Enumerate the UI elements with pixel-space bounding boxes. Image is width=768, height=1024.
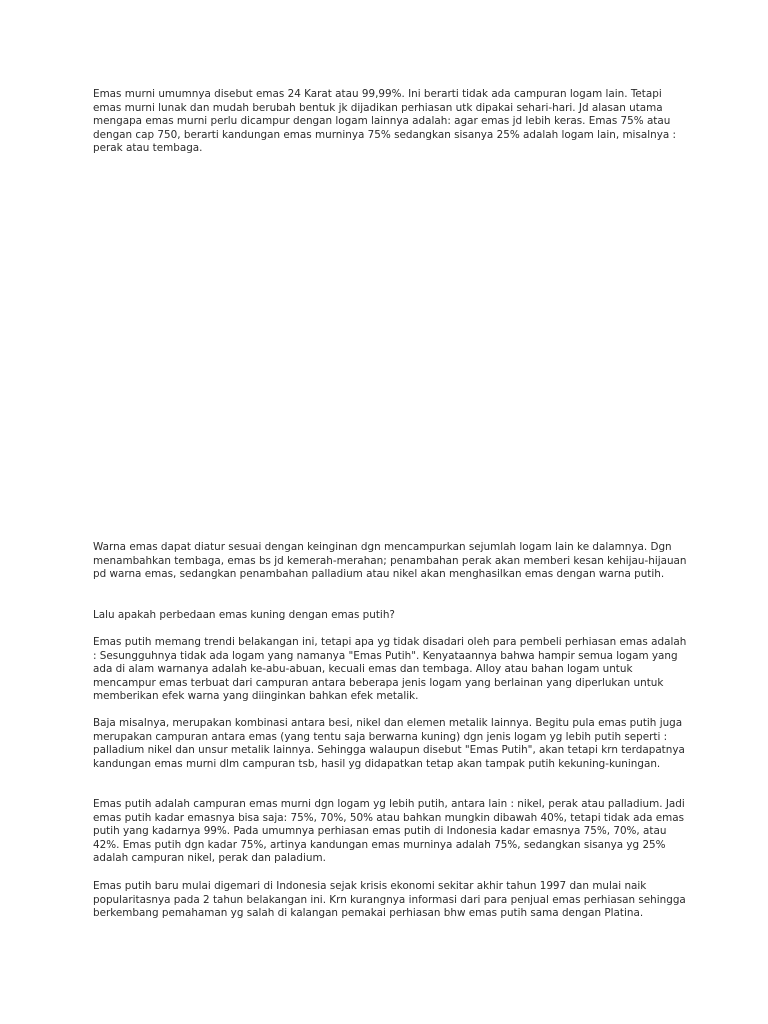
paragraph-campuran-emas-putih: Emas putih adalah campuran emas murni dgn logam yg lebih putih, antara lain : nikel, perak atau palladium. Jadi emas putih kadar emasnya bisa saja: 75%, 70%, 50% atau bahkan mungkin dibawah 40%, tetapi tidak ada emas putih yang kadarnya 99%. Pada umumnya perhiasan emas putih di Indonesia kadar emasnya 75%, 70%, atau 42%. Emas putih dgn kadar 75%, artinya kandungan emas murninya adalah 75%, sedangkan sisanya yg 25% adalah campuran nikel, perak dan paladium. <box>93 798 685 864</box>
paragraph-question: Lalu apakah perbedaan emas kuning dengan emas putih? <box>93 609 395 621</box>
paragraph-emas-putih-trendi: Emas putih memang trendi belakangan ini, tetapi apa yg tidak disadari oleh para pembeli perhiasan emas adalah : Sesungguhnya tidak ada logam yang namanya "Emas Putih". Kenyataannya bahwa hampir semua logam yang ada di alam warnanya adalah ke-abu-abuan, kecuali emas dan tembaga. Alloy atau bahan logam untuk mencampur emas terbuat dari campuran antara beberapa jenis logam yang berlainan yang diperlukan untuk memberikan efek warna yang diinginkan bahkan efek metalik. <box>93 636 687 702</box>
paragraph-baja: Baja misalnya, merupakan kombinasi antara besi, nikel dan elemen metalik lainnya. Begitu pula emas putih juga merupakan campuran antara emas (yang tentu saja berwarna kuning) dgn jenis logam yg lebih putih seperti : palladium nikel dan unsur metalik lainnya. Sehingga walaupun disebut "Emas Putih", akan tetapi krn terdapatnya kandungan emas murni dlm campuran tsb, hasil yg didapatkan tetap akan tampak putih kekuning-kuningan. <box>93 717 685 770</box>
paragraph-emas-murni: Emas murni umumnya disebut emas 24 Karat atau 99,99%. Ini berarti tidak ada campuran logam lain. Tetapi emas murni lunak dan mudah berubah bentuk jk dijadikan perhiasan utk dipakai sehari-hari. Jd alasan utama mengapa emas murni perlu dicampur dengan logam lainnya adalah: agar emas jd lebih keras. Emas 75% atau dengan cap 750, berarti kandungan emas murninya 75% sedangkan sisanya 25% adalah logam lain, misalnya : perak atau tembaga. <box>93 88 677 154</box>
paragraph-warna-emas: Warna emas dapat diatur sesuai dengan keinginan dgn mencampurkan sejumlah logam lain ke dalamnya. Dgn menambahkan tembaga, emas bs jd kemerah-merahan; penambahan perak akan memberi kesan kehijau-hijauan pd warna emas, sedangkan penambahan palladium atau nikel akan menghasilkan emas dengan warna putih. <box>93 541 687 580</box>
paragraph-emas-putih-indonesia: Emas putih baru mulai digemari di Indonesia sejak krisis ekonomi sekitar akhir tahun 1997 dan mulai naik popularitasnya pada 2 tahun belakangan ini. Krn kurangnya informasi dari para penjual emas perhiasan sehingga berkembang pemahaman yg salah di kalangan pemakai perhiasan bhw emas putih sama dengan Platina. <box>93 880 686 919</box>
